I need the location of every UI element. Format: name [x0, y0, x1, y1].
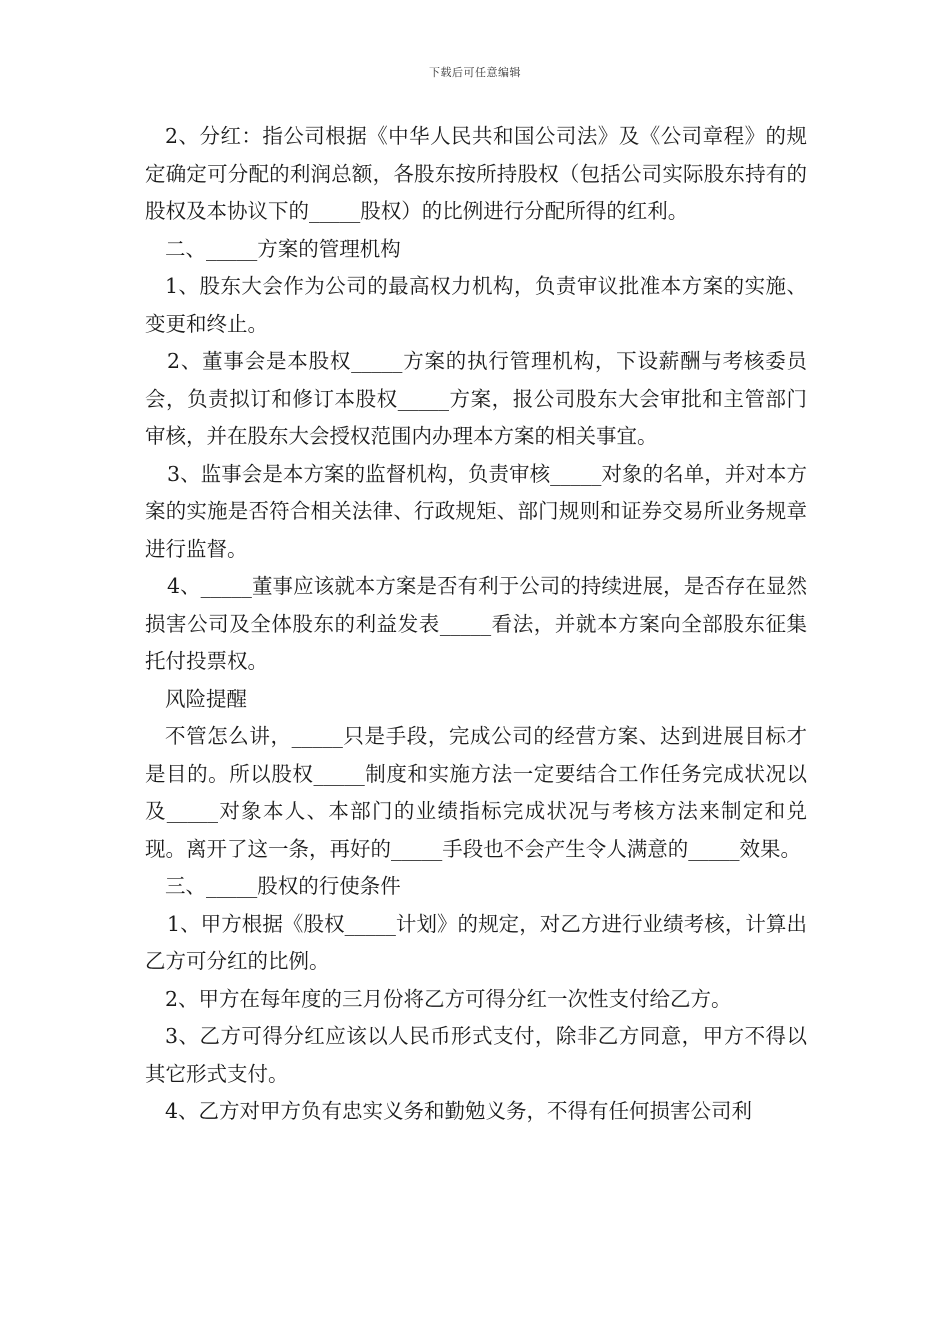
section-heading-risk: 风险提醒 [165, 686, 247, 711]
paragraph-conditions-2: 2、甲方在每年度的三月份将乙方可得分红一次性支付给乙方。 [165, 986, 732, 1011]
section-heading-conditions: 三、_____股权的行使条件 [165, 874, 401, 898]
paragraph-conditions-1: 1、甲方根据《股权_____计划》的规定，对乙方进行业绩考核，计算出乙方可分红的比例。 [145, 911, 807, 973]
paragraph-management-2: 2、董事会是本股权_____方案的执行管理机构，下设薪酬与考核委员会，负责拟订和修订本股权_____方案，报公司股东大会审批和主管部门审核，并在股东大会授权范围内办理本方案的相关事宜。 [145, 349, 807, 448]
paragraph-management-1: 1、股东大会作为公司的最高权力机构，负责审议批准本方案的实施、变更和终止。 [145, 274, 807, 336]
page-header: 下载后可任意编辑 [429, 66, 521, 79]
paragraph-dividend-definition: 2、分红：指公司根据《中华人民共和国公司法》及《公司章程》的规定确定可分配的利润总额，各股东按所持股权（包括公司实际股东持有的股权及本协议下的_____股权）的比例进行分配所得的红利。 [145, 124, 807, 223]
paragraph-management-3: 3、监事会是本方案的监督机构，负责审核_____对象的名单，并对本方案的实施是否符合相关法律、行政规矩、部门规则和证券交易所业务规章进行监督。 [145, 461, 807, 561]
paragraph-conditions-3: 3、乙方可得分红应该以人民币形式支付，除非乙方同意，甲方不得以其它形式支付。 [145, 1024, 807, 1086]
section-heading-management: 二、_____方案的管理机构 [165, 236, 401, 261]
paragraph-risk: 不管怎么讲，_____只是手段，完成公司的经营方案、达到进展目标才是目的。所以股权_____制度和实施方法一定要结合工作任务完成状况以及_____对象本人、本部门的业绩指标完成状况与考核方法来制定和兑现。离开了这一条，再好的_____手段也不会产生令人满意的_____效果。 [145, 724, 807, 861]
paragraph-conditions-4: 4、乙方对甲方负有忠实义务和勤勉义务，不得有任何损害公司利 [165, 1099, 753, 1123]
paragraph-management-4: 4、_____董事应该就本方案是否有利于公司的持续进展，是否存在显然损害公司及全体股东的利益发表_____看法，并就本方案向全部股东征集托付投票权。 [145, 574, 807, 673]
document-body [145, 118, 807, 1131]
